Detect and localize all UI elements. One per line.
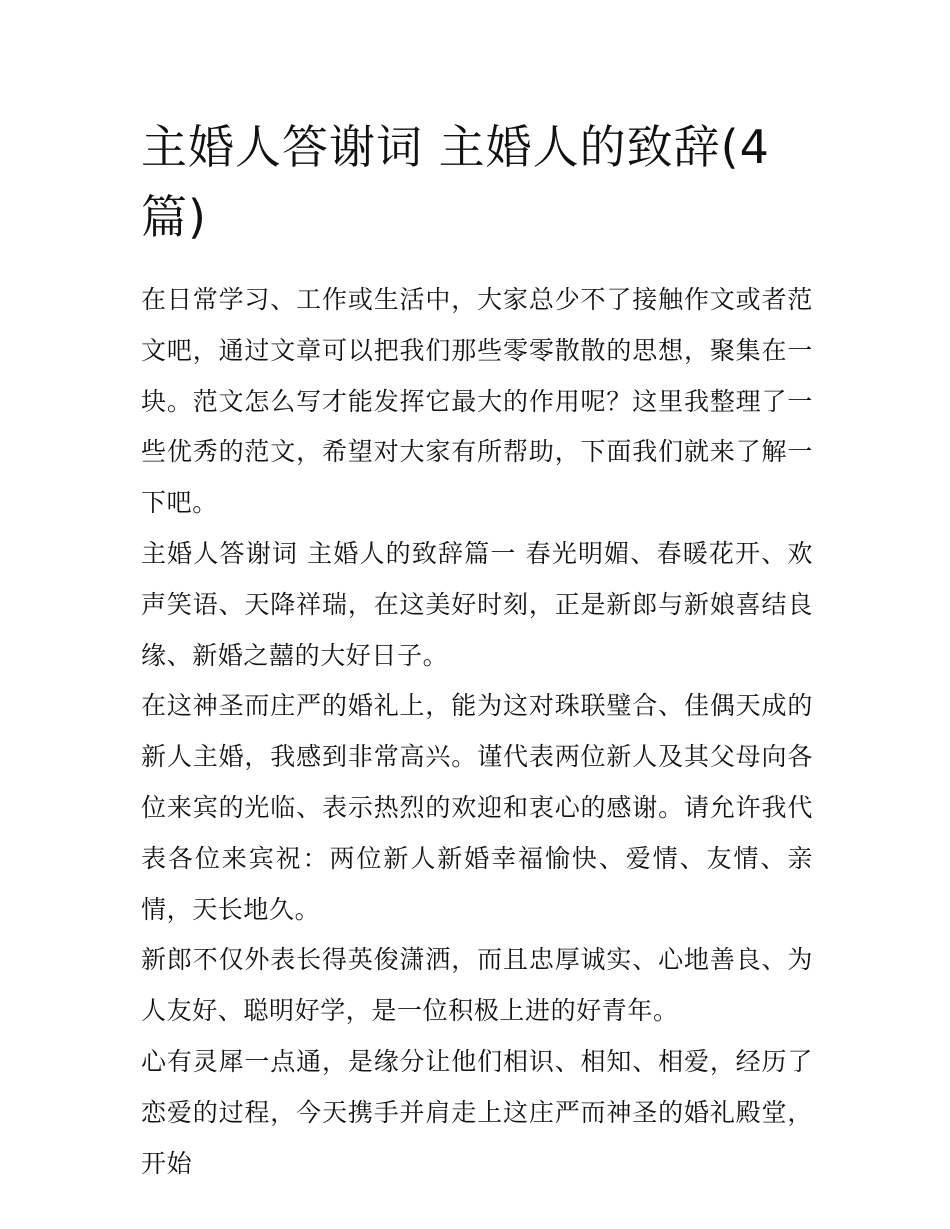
document-body <box>141 275 813 1189</box>
paragraph-1: 主婚人答谢词 主婚人的致辞篇一 春光明媚、春暖花开、欢声笑语、天降祥瑞，在这美好时刻，正是新郎与新娘喜结良缘、新婚之囍的大好日子。 <box>141 538 813 670</box>
paragraph-3: 新郎不仅外表长得英俊潇洒，而且忠厚诚实、心地善良、为人友好、聪明好学，是一位积极上进的好青年。 <box>141 945 813 1026</box>
document-page <box>141 112 813 1189</box>
paragraph-intro: 在日常学习、工作或生活中，大家总少不了接触作文或者范文吧，通过文章可以把我们那些零零散散的思想，聚集在一块。范文怎么写才能发挥它最大的作用呢？这里我整理了一些优秀的范文，希望对大家有所帮助，下面我们就来了解一下吧。 <box>141 285 813 518</box>
paragraph-2: 在这神圣而庄严的婚礼上，能为这对珠联璧合、佳偶天成的新人主婚，我感到非常高兴。谨代表两位新人及其父母向各位来宾的光临、表示热烈的欢迎和衷心的感谢。请允许我代表各位来宾祝：两位新人新婚幸福愉快、爱情、友情、亲情，天长地久。 <box>141 691 813 924</box>
document-title: 主婚人答谢词 主婚人的致辞(4篇) <box>141 120 770 244</box>
paragraph-4: 心有灵犀一点通，是缘分让他们相识、相知、相爱，经历了恋爱的过程，今天携手并肩走上这庄严而神圣的婚礼殿堂，开始 <box>141 1046 813 1178</box>
